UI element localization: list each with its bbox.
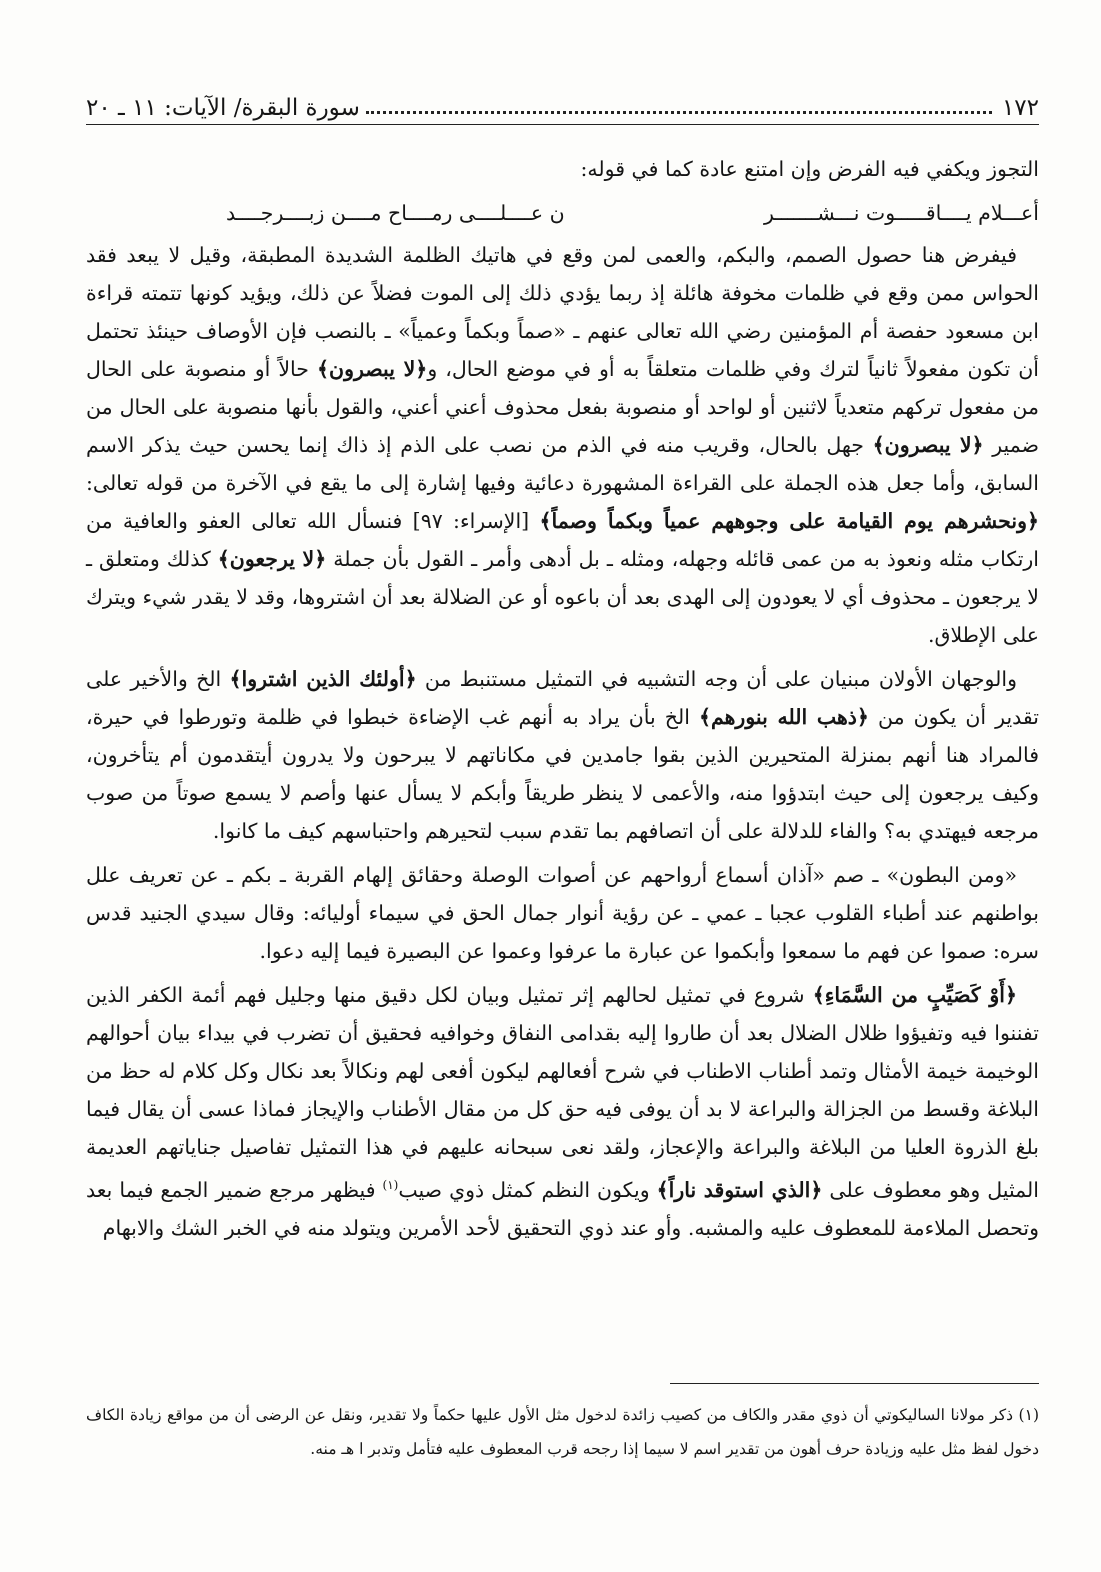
poetry-verse: [86, 194, 1039, 232]
footnote-text: ذكر مولانا الساليكوتي أن ذوي مقدر والكاف من كصيب زائدة لدخول مثل الأول عليها حكماً ولا تقدير، ونقل عن الرضى أن من مواقع زيادة الكاف دخول لفظ مثل عليه وزيادة حرف أهون من تقدير اسم لا سيما إذا رجحه قرب المعطوف عليه فتأمل وتدبر ا هـ منه.: [86, 1406, 1039, 1458]
page-number: ١٧٢: [1001, 95, 1039, 121]
main-text: [86, 150, 1039, 1253]
quran-quote: ﴿ونحشرهم يوم القيامة على وجوههم عمياً وبكماً وصماً﴾: [539, 509, 1039, 533]
verse-second-hemistich: ن عــــلــــى رمــــاح مــــن زبــــرجــــد: [226, 201, 565, 225]
paragraph: والوجهان الأولان مبنيان على أن وجه التشبيه في التمثيل مستنبط من ﴿أولئك الذين اشتروا﴾ الخ والأخير على تقدير أن يكون من ﴿ذهب الله بنورهم﴾ الخ بأن يراد به أنهم غب الإضاءة خبطوا في ظلمة وتورطوا في حيرة، فالمراد هنا أنهم بمنزلة المتحيرين الذين بقوا جامدين في مكاناتهم لا يبرحون ولا يدرون أيتقدمون أم يتأخرون، وكيف يرجعون إلى حيث ابتدؤوا منه، والأعمى لا ينظر طريقاً وأبكم لا يسأل عنها وأصم لا يسمع صوتاً من صوب مرجعه فيهتدي به؟ والفاء للدلالة على أن اتصافهم بما تقدم سبب لتحيرهم واحتباسهم كيف ما كانوا.: [86, 667, 1039, 843]
footnote-paragraph: [86, 1398, 1039, 1466]
quran-quote: ﴿لا يبصرون﴾: [317, 357, 428, 381]
footnote-reference[interactable]: (١): [382, 1178, 399, 1192]
quran-quote: ﴿أَوْ كَصَيِّبٍ من السَّمَاءِ﴾: [812, 983, 1018, 1007]
paragraph: فيفرض هنا حصول الصمم، والبكم، والعمى لمن وقع في هاتيك الظلمة الشديدة المطبقة، وقيل لا يبعد فقد الحواس ممن وقع في ظلمات مخوفة هائلة إذ ربما يؤدي ذلك إلى الموت فضلاً عن ذلك، ويؤيد كونها تتمته قراءة ابن مسعود حفصة أم المؤمنين رضي الله تعالى عنهم ـ «صماً وبكماً وعمياً» ـ بالنصب فإن الأوصاف حينئذ تحتمل أن تكون مفعولاً ثانياً لترك وفي ظلمات متعلقاً به أو في موضع الحال، و﴿لا يبصرون﴾ حالاً أو منصوبة على الحال من مفعول تركهم متعدياً لاثنين أو لواحد أو منصوبة بفعل محذوف أعني أعني، والقول بأنها منصوبة على الحال من ضمير ﴿لا يبصرون﴾ جهل بالحال، وقريب منه في الذم من نصب على الذم إذ ذاك إنما يحسن حيث يذكر الاسم السابق، وأما جعل هذه الجملة على القراءة المشهورة دعائية وفيها إشارة إلى ما يقع في الآخرة من قوله تعالى:﴿ونحشرهم يوم القيامة على وجوههم عمياً وبكماً وصماً﴾ [الإسراء: ٩٧] فنسأل الله تعالى العفو والعافية من ارتكاب مثله ونعوذ به من عمى قائله وجهله، ومثله ـ بل أدهى وأمر ـ القول بأن جملة ﴿لا يرجعون﴾ كذلك ومتعلق ـ لا يرجعون ـ محذوف أي لا يعودون إلى الهدى بعد أن باعوه أو عن الضلالة بعد أن اشتروها، وقد لا يقدر شيء ويترك على الإطلاق.: [86, 243, 1039, 647]
verse-first-hemistich: أعـــلام يــــاقـــــوت نـــشـــــــر: [764, 201, 1039, 225]
running-title: سورة البقرة/ الآيات: ١١ ـ ٢٠: [86, 95, 360, 121]
quran-quote: ﴿ذهب الله بنورهم﴾: [698, 705, 869, 729]
paragraph: التجوز ويكفي فيه الفرض وإن امتنع عادة كما في قوله:: [580, 157, 1039, 181]
paragraph: ﴿أَوْ كَصَيِّبٍ من السَّمَاءِ﴾ شروع في تمثيل لحالهم إثر تمثيل وبيان لكل دقيق منها وجليل فهم أئمة الكفر الذين تفننوا فيه وتفيؤوا ظلال الضلال بعد أن طاروا إليه بقدامى النفاق وخوافيه فحقيق أن تضرب في بيداء بيان أحوالهم الوخيمة خيمة الأمثال وتمد أطناب الاطناب في شرح أفعالهم ليكون أفعى لهم ونكالاً بعد نكال وكل كلام له حظ من البلاغة وقسط من الجزالة والبراعة لا بد أن يوفى فيه حق كل من مقال الأطناب والإيجاز فماذا عسى أن يقال فيما بلغ الذروة العليا من البلاغة والبراعة والإعجاز، ولقد نعى سبحانه عليهم في هذا التمثيل تفاصيل جناياتهم العديمة المثيل وهو معطوف على ﴿الذي استوقد ناراً﴾ ويكون النظم كمثل ذوي صيب$^{(١)}$ فيظهر مرجع ضمير الجمع فيما بعد وتحصل الملاءمة للمعطوف عليه والمشبه. وأو عند ذوي التحقيق لأحد الأمرين ويتولد منه في الخبر الشك والابهام: [86, 983, 1039, 1240]
quran-quote: ﴿أولئك الذين اشتروا﴾: [229, 667, 417, 691]
quran-quote: ﴿لا يرجعون﴾: [217, 547, 327, 571]
paragraph: «ومن البطون» ـ صم «آذان أسماع أرواحهم عن أصوات الوصلة وحقائق إلهام القربة ـ بكم ـ عن تعريف علل بواطنهم عند أطباء القلوب عجبا ـ عمي ـ عن رؤية أنوار جمال الحق في سيماء أوليائه: وقال سيدي الجنيد قدس سره: صموا عن فهم ما سمعوا وأبكموا عن عبارة ما عرفوا وعموا عن البصيرة فيما إليه دعوا.: [86, 863, 1039, 963]
header-rule: [86, 124, 1039, 125]
page-header: [86, 80, 1039, 120]
header-dot-leader: [366, 111, 992, 114]
footnote-rule: [670, 1383, 1039, 1384]
footnote-marker: (١): [1018, 1406, 1039, 1424]
quran-quote: ﴿لا يبصرون﴾: [872, 433, 984, 457]
quran-quote: ﴿الذي استوقد ناراً﴾: [656, 1177, 823, 1202]
footnote: [86, 1398, 1039, 1466]
